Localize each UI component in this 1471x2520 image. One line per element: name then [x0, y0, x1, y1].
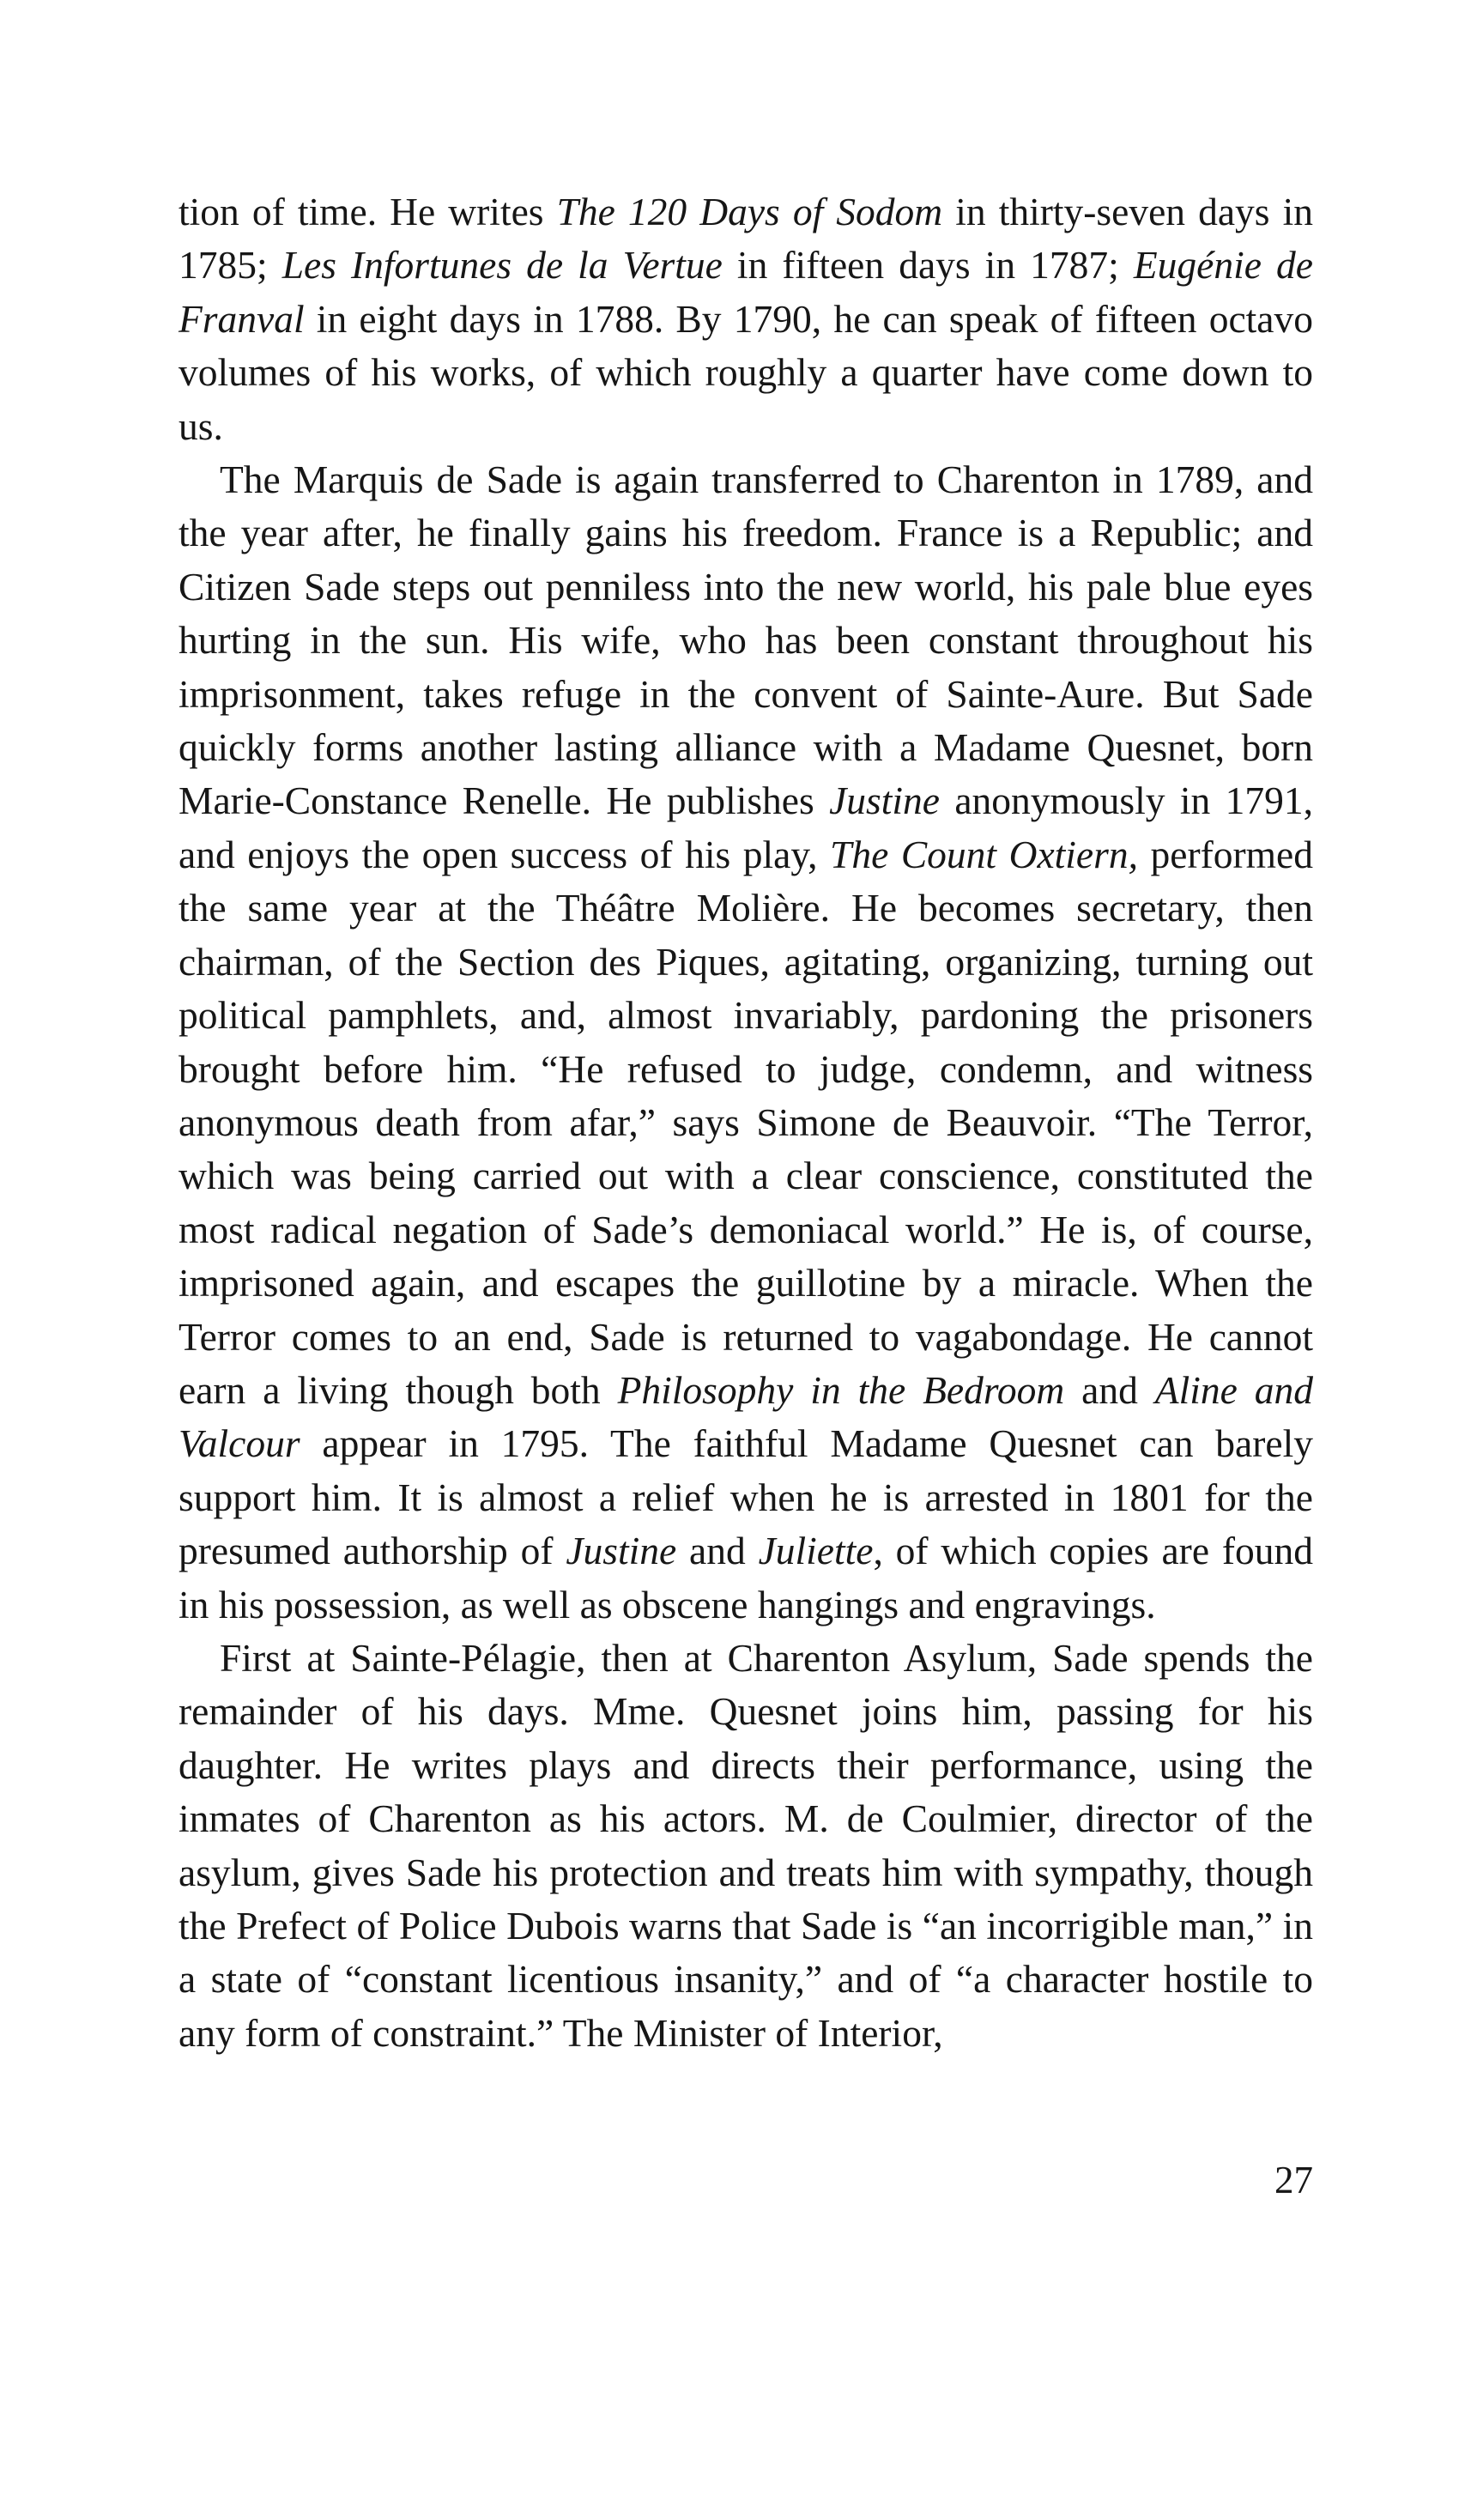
paragraph-2: [179, 453, 1313, 1632]
text-run: in fifteen days in 1787;: [722, 243, 1134, 288]
text-run: in eight days in 1788. By 1790, he can speak of fifteen octavo volumes of his works, of which roughly a quarter have come down to us.: [179, 296, 1313, 448]
text-run: in thirty-seven days in 1785;: [179, 190, 1313, 288]
text-run: tion of time. He writes: [179, 190, 557, 233]
italic-title: Eugénie de Franval: [179, 243, 1313, 341]
paragraph-1: [179, 185, 1313, 453]
italic-title: The 120 Days of Sodom: [556, 190, 943, 233]
text-run: anonymously in 1791, and enjoys the open success of his play,: [179, 778, 1313, 876]
paragraph-3: [179, 1632, 1313, 2060]
italic-title: The Count Oxtiern,: [830, 832, 1138, 876]
italic-title: Justine: [566, 1529, 677, 1573]
text-run: The Marquis de Sade is again transferred to Charenton in 1789, and the year after, he finally gains his freedom. France is a Republic; and Citizen Sade steps out penniless into the new world, his pale blue eyes hurting in the sun. His wife, who has been constant throughout his imprisonment, takes refuge in the convent of Sainte-Aure. But Sade quickly forms another lasting alliance with a Madame Quesnet, born Marie-Constance Renelle. He publishes: [179, 457, 1313, 823]
text-run: , of which copies are found in his possession, as well as obscene hangings and engravings.: [179, 1529, 1313, 1626]
italic-title: Les Infortunes de la Vertue: [281, 243, 723, 288]
italic-title: Juliette: [758, 1529, 874, 1573]
text-run: appear in 1795. The faithful Madame Quesnet can barely support him. It is almost a relief when he is arrested in 1801 for the presumed authorship of: [179, 1421, 1313, 1573]
text-run: and: [676, 1529, 759, 1573]
italic-title: Aline and Valcour: [179, 1367, 1313, 1466]
page-number: 27: [1274, 2159, 1313, 2202]
italic-title: Philosophy in the Bedroom: [617, 1367, 1065, 1412]
text-run: First at Sainte-Pélagie, then at Charenton Asylum, Sade spends the remainder of his days. Mme. Quesnet joins him, passing for his daughter. He writes plays and directs their performance, using the inmates of Charenton as his actors. M. de Coulmier, director of the asylum, gives Sade his protection and treats him with sympathy, though the Prefect of Police Dubois warns that Sade is “an incorrigible man,” in a state of “constant licentious insanity,” and of “a character hostile to any form of constraint.” The Minister of Interior,: [179, 1635, 1313, 2055]
italic-title: Justine: [829, 778, 940, 823]
text-run: and: [1064, 1367, 1155, 1412]
text-run: performed the same year at the Théâtre Molière. He becomes secretary, then chairman, of the Section des Piques, agitating, organizing, turning out political pamphlets, and, almost invariably, pardoning the prisoners brought before him. “He refused to judge, condemn, and witness anonymous death from afar,” says Simone de Beauvoir. “The Terror, which was being carried out with a clear conscience, constituted the most radical negation of Sade’s demoniacal world.” He is, of course, imprisoned again, and escapes the guillotine by a miracle. When the Terror comes to an end, Sade is returned to vagabondage. He cannot earn a living though both: [179, 832, 1313, 1412]
body-text: [179, 185, 1313, 2060]
